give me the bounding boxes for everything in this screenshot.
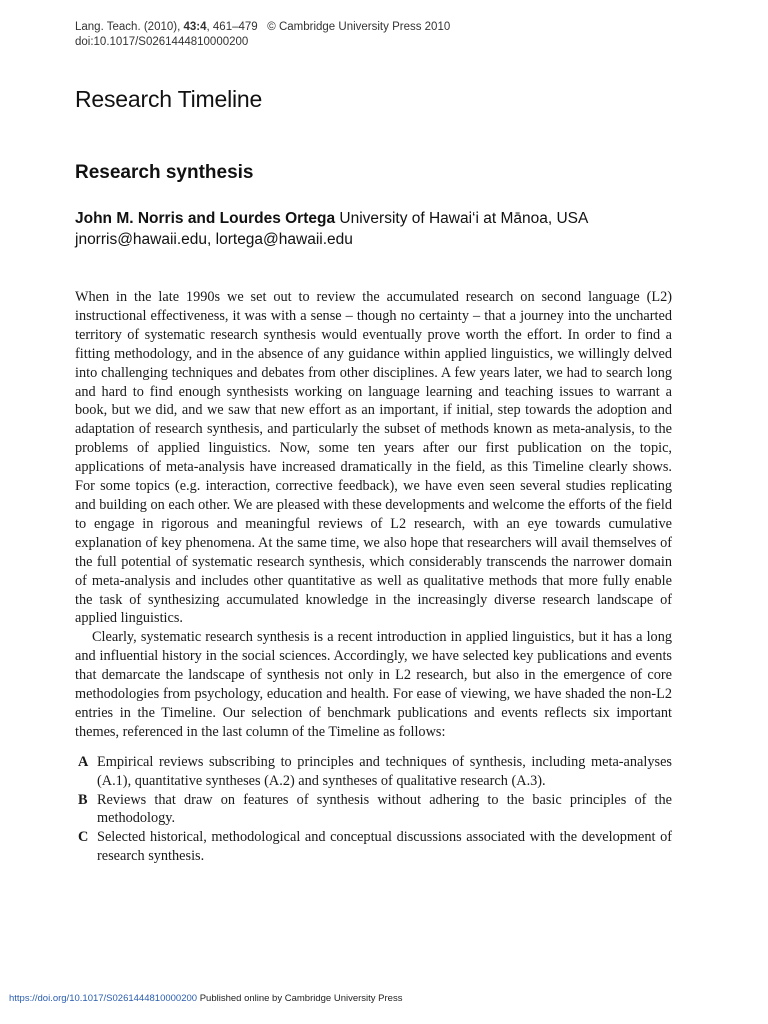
theme-item-a: A Empirical reviews subscribing to principles and techniques of synthesis, including meta-analyses (A.1), quantitative syntheses (A.2) and syntheses of qualitative research (A.3). xyxy=(78,753,672,789)
doi-link[interactable]: https://doi.org/10.1017/S0261444810000200 xyxy=(9,993,198,1004)
page-footer xyxy=(9,993,402,1005)
volume-issue: 43:4 xyxy=(183,21,207,33)
author-names: John M. Norris and Lourdes Ortega xyxy=(75,210,336,227)
author-affiliation: University of Hawai‘i at Mānoa, USA xyxy=(335,210,589,227)
theme-list xyxy=(75,753,672,866)
author-emails[interactable]: jnorris@hawaii.edu, lortega@hawaii.edu xyxy=(75,231,353,248)
article-body xyxy=(75,288,672,866)
published-note: Published online by Cambridge University Press xyxy=(197,993,403,1004)
article-section-title: Research Timeline xyxy=(75,86,263,112)
paragraph-1: When in the late 1990s we set out to review the accumulated research on second language (L2) instructional effectiveness, it was with a sense – though no certainty – that a journey into the uncharted territory of systematic research synthesis would eventually prove worth the effort. In order to find a fitting methodology, and in the absence of any guidance within applied linguistics, we willingly delved into challenging techniques and debates from other disciplines. A few years later, we had to search long and hard to find enough synthesists working on language learning and teaching issues to warrant a book, but we did, and we saw that new effort as an important, if initial, step towards the adoption and adaptation of research synthesis, and particularly the subset of methods known as meta-analysis, to the problems of applied linguistics. Now, some ten years after our first publication on the topic, applications of meta-analysis have increased dramatically in the field, as this Timeline clearly shows. For some topics (e.g. interaction, corrective feedback), we have even seen several studies replicating and building on each other. We are pleased with these developments and welcome the efforts of the field to engage in rigorous and meaningful reviews of L2 research, with an eye towards cumulative explanation of key phenomena. At the same time, we also hope that researchers will avail themselves of the full potential of systematic research synthesis, which considerably transcends the narrower domain of meta-analysis and includes other quantitative as well as qualitative methods that more fully enable the task of synthesizing accumulated knowledge in the increasingly diverse research landscape of applied linguistics. xyxy=(75,289,673,627)
citation-line: Lang. Teach. (2010), 43:4, 461–479 © Cambridge University Press 2010 xyxy=(75,21,451,33)
article-title: Research synthesis xyxy=(75,162,254,183)
theme-item-c: C Selected historical, methodological and conceptual discussions associated with the development of research synthesis. xyxy=(78,829,672,865)
theme-item-b: B Reviews that draw on features of synthesis without adhering to the basic principles of the methodology. xyxy=(78,791,672,827)
author-block xyxy=(75,208,695,250)
paragraph-2: Clearly, systematic research synthesis is a recent introduction in applied linguistics, but it has a long and influential history in the social sciences. Accordingly, we have selected key publications and events that demarcate the landscape of synthesis not only in L2 research, but also in the emergence of core methodologies from psychology, education and health. For ease of viewing, we have shaded the non-L2 entries in the Timeline. Our selection of benchmark publications and events reflects six important themes, referenced in the last column of the Timeline as follows: xyxy=(75,629,672,740)
copyright: © Cambridge University Press 2010 xyxy=(267,21,451,33)
running-header xyxy=(75,20,450,50)
doi-line: doi:10.1017/S0261444810000200 xyxy=(75,36,249,48)
